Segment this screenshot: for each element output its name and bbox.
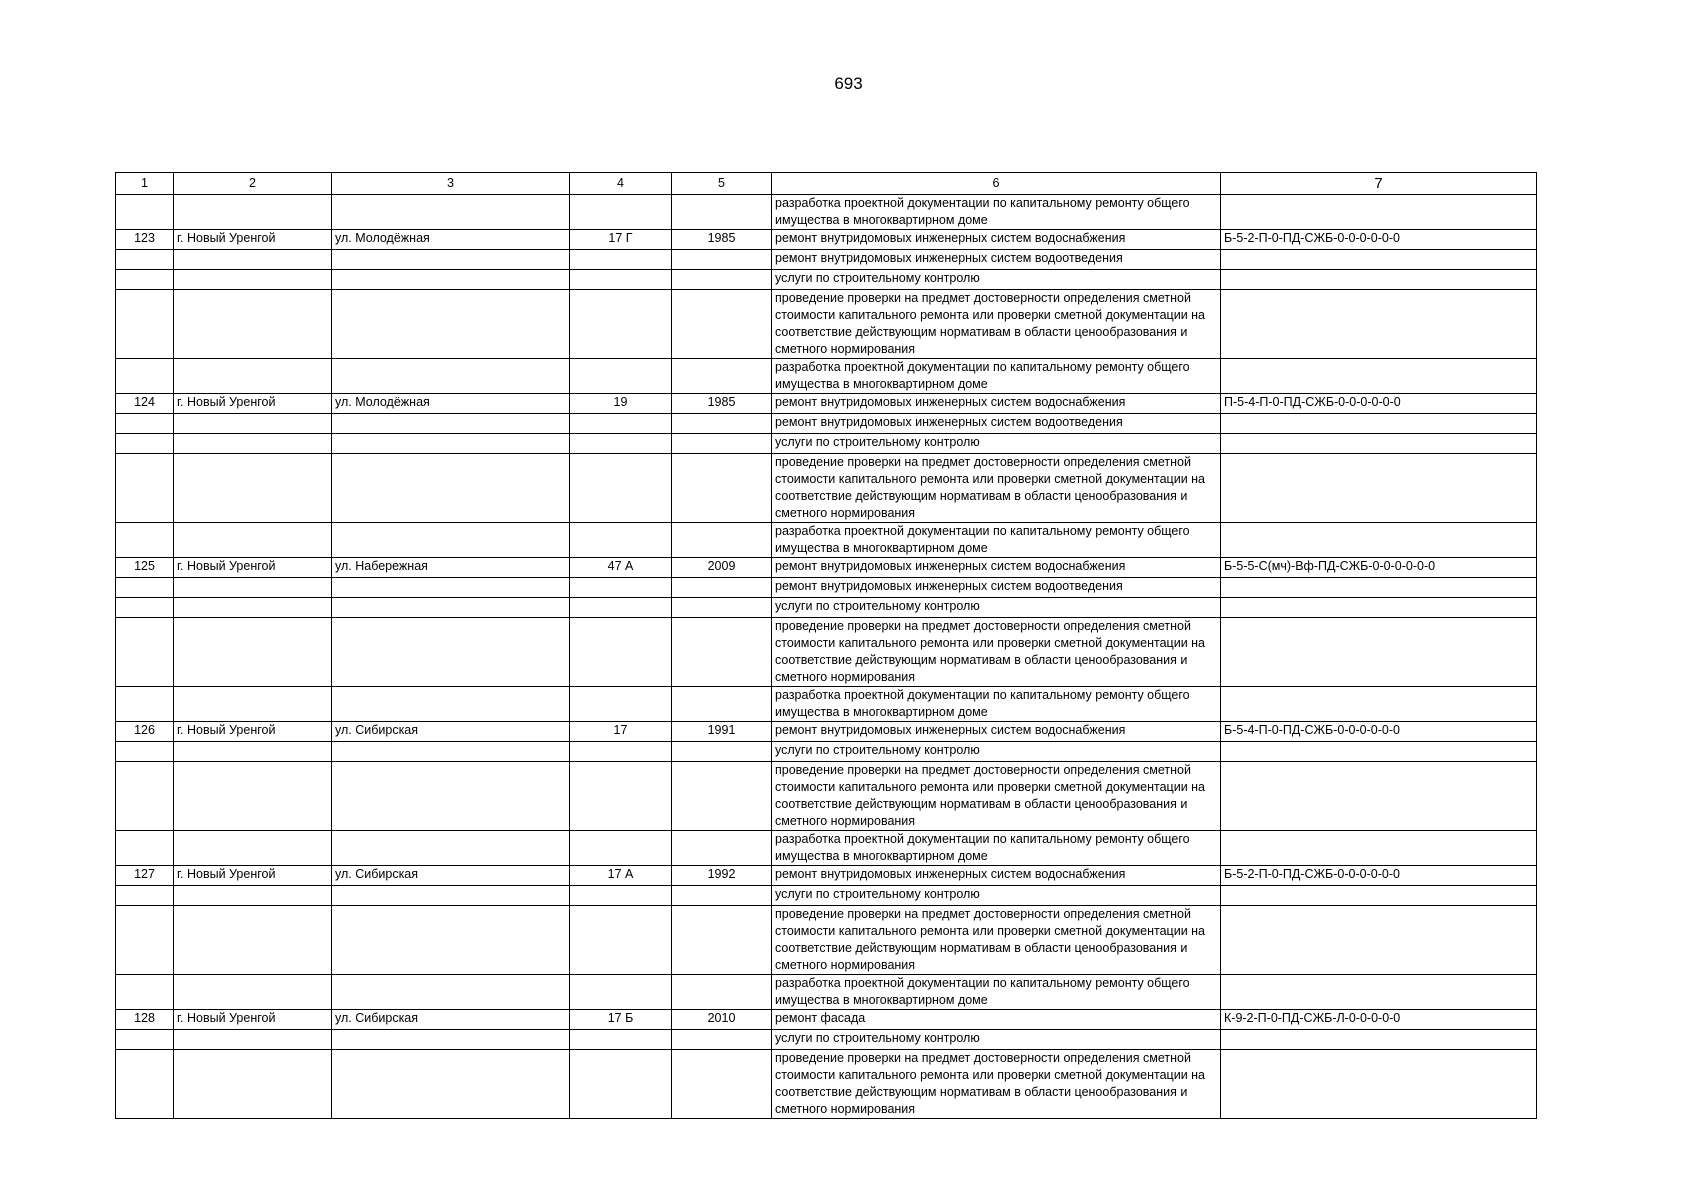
city-cell [174, 454, 332, 523]
house-cell [570, 762, 672, 831]
building-code-cell: Б-5-2-П-0-ПД-СЖБ-0-0-0-0-0-0 [1221, 230, 1537, 250]
year-cell: 1985 [672, 394, 772, 414]
city-cell [174, 523, 332, 558]
house-cell [570, 598, 672, 618]
year-cell [672, 762, 772, 831]
building-code-cell [1221, 886, 1537, 906]
house-number-index: 124 [116, 394, 174, 414]
city-cell: г. Новый Уренгой [174, 866, 332, 886]
house-number-index [116, 886, 174, 906]
house-number-index [116, 742, 174, 762]
table-row [116, 434, 1537, 454]
year-cell [672, 359, 772, 394]
house-number-index: 126 [116, 722, 174, 742]
street-cell [332, 886, 570, 906]
year-cell [672, 454, 772, 523]
work-type-cell: услуги по строительному контролю [772, 742, 1221, 762]
house-cell [570, 195, 672, 230]
house-number-index [116, 1030, 174, 1050]
year-cell [672, 886, 772, 906]
work-type-cell: ремонт фасада [772, 1010, 1221, 1030]
work-type-cell: ремонт внутридомовых инженерных систем водоотведения [772, 578, 1221, 598]
house-number-index [116, 359, 174, 394]
work-type-cell: ремонт внутридомовых инженерных систем водоснабжения [772, 722, 1221, 742]
house-number-index [116, 1050, 174, 1119]
work-type-cell: разработка проектной документации по капитальному ремонту общего имущества в многоквартирном доме [772, 195, 1221, 230]
city-cell [174, 742, 332, 762]
year-cell: 1992 [672, 866, 772, 886]
street-cell: ул. Набережная [332, 558, 570, 578]
city-cell [174, 975, 332, 1010]
building-code-cell [1221, 270, 1537, 290]
work-type-cell: разработка проектной документации по капитальному ремонту общего имущества в многоквартирном доме [772, 975, 1221, 1010]
city-cell: г. Новый Уренгой [174, 558, 332, 578]
city-cell [174, 270, 332, 290]
building-code-cell [1221, 1050, 1537, 1119]
year-cell [672, 523, 772, 558]
house-cell: 17 [570, 722, 672, 742]
repair-register-table [115, 172, 1537, 1119]
building-code-cell: Б-5-4-П-0-ПД-СЖБ-0-0-0-0-0-0 [1221, 722, 1537, 742]
building-code-cell [1221, 290, 1537, 359]
house-number-index [116, 618, 174, 687]
year-cell: 2009 [672, 558, 772, 578]
house-cell [570, 906, 672, 975]
table-row [116, 230, 1537, 250]
year-cell: 2010 [672, 1010, 772, 1030]
table-row [116, 290, 1537, 359]
city-cell [174, 414, 332, 434]
table-row [116, 558, 1537, 578]
house-number-index [116, 762, 174, 831]
city-cell [174, 598, 332, 618]
house-cell [570, 523, 672, 558]
house-cell: 19 [570, 394, 672, 414]
work-type-cell: ремонт внутридомовых инженерных систем водоотведения [772, 414, 1221, 434]
building-code-cell [1221, 359, 1537, 394]
table-row [116, 886, 1537, 906]
city-cell [174, 434, 332, 454]
street-cell: ул. Сибирская [332, 866, 570, 886]
column-header-1: 1 [116, 173, 174, 195]
column-header-6: 6 [772, 173, 1221, 195]
city-cell [174, 1030, 332, 1050]
table-row [116, 687, 1537, 722]
building-code-cell: Б-5-2-П-0-ПД-СЖБ-0-0-0-0-0-0 [1221, 866, 1537, 886]
building-code-cell [1221, 687, 1537, 722]
house-number-index [116, 195, 174, 230]
work-type-cell: услуги по строительному контролю [772, 886, 1221, 906]
city-cell [174, 618, 332, 687]
building-code-cell [1221, 906, 1537, 975]
column-number-header-row [116, 173, 1537, 195]
street-cell [332, 906, 570, 975]
street-cell: ул. Сибирская [332, 1010, 570, 1030]
year-cell [672, 742, 772, 762]
house-cell [570, 578, 672, 598]
building-code-cell [1221, 414, 1537, 434]
street-cell [332, 250, 570, 270]
city-cell [174, 762, 332, 831]
table-row [116, 523, 1537, 558]
house-cell [570, 454, 672, 523]
city-cell [174, 831, 332, 866]
work-type-cell: ремонт внутридомовых инженерных систем водоотведения [772, 250, 1221, 270]
street-cell [332, 578, 570, 598]
table-row [116, 1050, 1537, 1119]
table-row [116, 359, 1537, 394]
year-cell [672, 270, 772, 290]
table-row [116, 906, 1537, 975]
work-type-cell: ремонт внутридомовых инженерных систем водоснабжения [772, 558, 1221, 578]
house-number-index [116, 523, 174, 558]
street-cell [332, 434, 570, 454]
table-row [116, 598, 1537, 618]
year-cell [672, 578, 772, 598]
work-type-cell: проведение проверки на предмет достоверности определения сметной стоимости капитального ремонта или проверки сметной документации на соответствие действующим нормативам в области ценообразования и сметного нормирования [772, 906, 1221, 975]
year-cell [672, 906, 772, 975]
street-cell: ул. Сибирская [332, 722, 570, 742]
table-row [116, 454, 1537, 523]
street-cell [332, 290, 570, 359]
work-type-cell: проведение проверки на предмет достоверности определения сметной стоимости капитального ремонта или проверки сметной документации на соответствие действующим нормативам в области ценообразования и сметного нормирования [772, 454, 1221, 523]
building-code-cell [1221, 618, 1537, 687]
work-type-cell: услуги по строительному контролю [772, 1030, 1221, 1050]
house-number-index [116, 270, 174, 290]
house-number-index [116, 250, 174, 270]
house-number-index [116, 578, 174, 598]
building-code-cell [1221, 250, 1537, 270]
work-type-cell: ремонт внутридомовых инженерных систем водоснабжения [772, 866, 1221, 886]
year-cell [672, 1050, 772, 1119]
house-number-index [116, 290, 174, 359]
street-cell [332, 1030, 570, 1050]
street-cell [332, 687, 570, 722]
city-cell: г. Новый Уренгой [174, 230, 332, 250]
house-cell: 47 А [570, 558, 672, 578]
year-cell [672, 195, 772, 230]
work-type-cell: разработка проектной документации по капитальному ремонту общего имущества в многоквартирном доме [772, 831, 1221, 866]
street-cell [332, 598, 570, 618]
house-number-index: 125 [116, 558, 174, 578]
street-cell [332, 523, 570, 558]
city-cell [174, 578, 332, 598]
building-code-cell [1221, 598, 1537, 618]
city-cell: г. Новый Уренгой [174, 1010, 332, 1030]
house-number-index: 127 [116, 866, 174, 886]
work-type-cell: разработка проектной документации по капитальному ремонту общего имущества в многоквартирном доме [772, 359, 1221, 394]
house-cell [570, 270, 672, 290]
year-cell [672, 414, 772, 434]
city-cell: г. Новый Уренгой [174, 722, 332, 742]
building-code-cell: Б-5-5-С(мч)-Вф-ПД-СЖБ-0-0-0-0-0-0 [1221, 558, 1537, 578]
work-type-cell: услуги по строительному контролю [772, 598, 1221, 618]
year-cell: 1991 [672, 722, 772, 742]
work-type-cell: услуги по строительному контролю [772, 434, 1221, 454]
work-type-cell: проведение проверки на предмет достоверности определения сметной стоимости капитального ремонта или проверки сметной документации на соответствие действующим нормативам в области ценообразования и сметного нормирования [772, 618, 1221, 687]
table-row [116, 270, 1537, 290]
building-code-cell [1221, 1030, 1537, 1050]
column-header-4: 4 [570, 173, 672, 195]
year-cell [672, 618, 772, 687]
building-code-cell: К-9-2-П-0-ПД-СЖБ-Л-0-0-0-0-0 [1221, 1010, 1537, 1030]
work-type-cell: проведение проверки на предмет достоверности определения сметной стоимости капитального ремонта или проверки сметной документации на соответствие действующим нормативам в области ценообразования и сметного нормирования [772, 1050, 1221, 1119]
house-cell [570, 886, 672, 906]
table-body [116, 195, 1537, 1119]
house-number-index [116, 687, 174, 722]
table-row [116, 831, 1537, 866]
work-type-cell: разработка проектной документации по капитальному ремонту общего имущества в многоквартирном доме [772, 687, 1221, 722]
table-row [116, 414, 1537, 434]
building-code-cell [1221, 523, 1537, 558]
house-number-index: 123 [116, 230, 174, 250]
column-header-5: 5 [672, 173, 772, 195]
year-cell [672, 1030, 772, 1050]
house-number-index [116, 454, 174, 523]
table-row [116, 250, 1537, 270]
city-cell [174, 906, 332, 975]
street-cell [332, 831, 570, 866]
year-cell [672, 250, 772, 270]
table-row [116, 762, 1537, 831]
street-cell [332, 975, 570, 1010]
year-cell [672, 434, 772, 454]
house-cell [570, 975, 672, 1010]
house-cell: 17 Б [570, 1010, 672, 1030]
table-row [116, 578, 1537, 598]
street-cell [332, 1050, 570, 1119]
house-number-index [116, 975, 174, 1010]
house-cell [570, 434, 672, 454]
building-code-cell [1221, 195, 1537, 230]
building-code-cell [1221, 454, 1537, 523]
street-cell [332, 359, 570, 394]
year-cell [672, 975, 772, 1010]
house-cell [570, 618, 672, 687]
column-header-7: 7 [1221, 173, 1537, 195]
house-cell [570, 1050, 672, 1119]
street-cell: ул. Молодёжная [332, 394, 570, 414]
house-number-index [116, 414, 174, 434]
building-code-cell [1221, 742, 1537, 762]
table-row [116, 618, 1537, 687]
street-cell [332, 414, 570, 434]
city-cell [174, 290, 332, 359]
street-cell [332, 454, 570, 523]
work-type-cell: ремонт внутридомовых инженерных систем водоснабжения [772, 394, 1221, 414]
house-number-index [116, 906, 174, 975]
column-header-2: 2 [174, 173, 332, 195]
work-type-cell: проведение проверки на предмет достоверности определения сметной стоимости капитального ремонта или проверки сметной документации на соответствие действующим нормативам в области ценообразования и сметного нормирования [772, 762, 1221, 831]
street-cell [332, 195, 570, 230]
table-row [116, 742, 1537, 762]
building-code-cell [1221, 434, 1537, 454]
house-cell [570, 359, 672, 394]
year-cell [672, 831, 772, 866]
house-number-index [116, 598, 174, 618]
building-code-cell [1221, 831, 1537, 866]
table-row [116, 1010, 1537, 1030]
building-code-cell [1221, 762, 1537, 831]
table-row [116, 394, 1537, 414]
city-cell [174, 886, 332, 906]
building-code-cell [1221, 578, 1537, 598]
year-cell [672, 290, 772, 359]
city-cell [174, 195, 332, 230]
house-number-index [116, 831, 174, 866]
column-header-3: 3 [332, 173, 570, 195]
table-row [116, 1030, 1537, 1050]
house-cell [570, 1030, 672, 1050]
house-cell: 17 А [570, 866, 672, 886]
city-cell [174, 250, 332, 270]
house-cell [570, 290, 672, 359]
year-cell [672, 598, 772, 618]
house-cell [570, 831, 672, 866]
year-cell [672, 687, 772, 722]
street-cell: ул. Молодёжная [332, 230, 570, 250]
building-code-cell: П-5-4-П-0-ПД-СЖБ-0-0-0-0-0-0 [1221, 394, 1537, 414]
work-type-cell: услуги по строительному контролю [772, 270, 1221, 290]
city-cell [174, 359, 332, 394]
street-cell [332, 762, 570, 831]
table-row [116, 975, 1537, 1010]
city-cell [174, 687, 332, 722]
house-cell [570, 742, 672, 762]
house-cell [570, 414, 672, 434]
page-number: 693 [834, 74, 863, 93]
street-cell [332, 270, 570, 290]
street-cell [332, 618, 570, 687]
house-cell: 17 Г [570, 230, 672, 250]
street-cell [332, 742, 570, 762]
year-cell: 1985 [672, 230, 772, 250]
work-type-cell: проведение проверки на предмет достоверности определения сметной стоимости капитального ремонта или проверки сметной документации на соответствие действующим нормативам в области ценообразования и сметного нормирования [772, 290, 1221, 359]
house-number-index [116, 434, 174, 454]
city-cell [174, 1050, 332, 1119]
work-type-cell: ремонт внутридомовых инженерных систем водоснабжения [772, 230, 1221, 250]
city-cell: г. Новый Уренгой [174, 394, 332, 414]
table-row [116, 866, 1537, 886]
table-row [116, 722, 1537, 742]
house-cell [570, 250, 672, 270]
house-cell [570, 687, 672, 722]
table-row [116, 195, 1537, 230]
work-type-cell: разработка проектной документации по капитальному ремонту общего имущества в многоквартирном доме [772, 523, 1221, 558]
building-code-cell [1221, 975, 1537, 1010]
house-number-index: 128 [116, 1010, 174, 1030]
